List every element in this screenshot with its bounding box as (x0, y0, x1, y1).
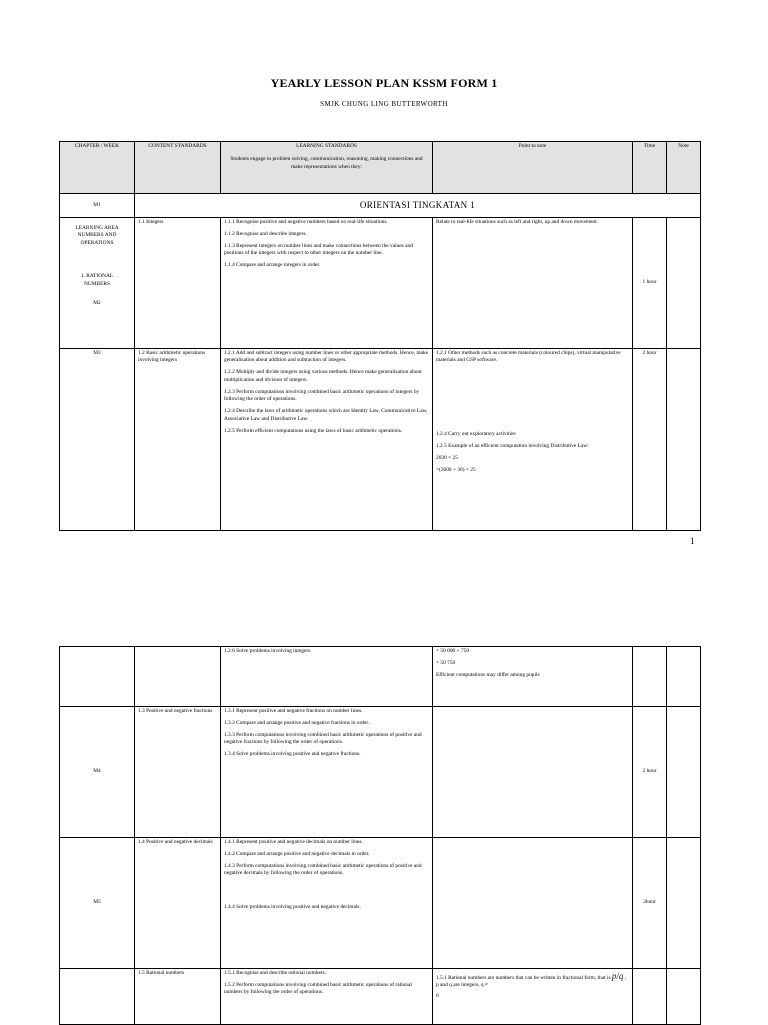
school-name: SMJK CHUNG LING BUTTERWORTH (320, 100, 448, 108)
learning-area-cell (60, 218, 135, 349)
lesson-plan-table-page2 (59, 646, 701, 1025)
note-item: = 50 750 (436, 659, 456, 666)
week-cell (60, 647, 135, 707)
standard-item: 1.3.3 Perform computations involving combined basic arithmetic operations of positive and negative fractions by following the order of operations. (224, 731, 422, 746)
table-row-m1 (60, 194, 701, 218)
note-cell (667, 218, 701, 349)
point-to-note-cell (433, 647, 633, 707)
note-item: Efficient computations may differ among pupils (436, 671, 540, 678)
point-to-note-cell (433, 707, 633, 838)
standard-item: 1.1.3 Represent integers on number lines and make connections between the values and positions of the integers with respect to other integers on the number line. (224, 242, 413, 257)
fraction-p-over-q: p/q (611, 971, 624, 981)
note-cell (667, 647, 701, 707)
point-to-note-cell (433, 969, 633, 1025)
table-row-m5 (60, 838, 701, 969)
point-to-note-cell (433, 349, 633, 531)
learning-area-line: NUMBERS AND (77, 232, 117, 239)
standard-item: 1.3.1 Represent positive and negative fractions on number lines. (224, 708, 363, 714)
note-cell (667, 838, 701, 969)
standard-item: 1.5.2 Perform computations involving combined basic arithmetic operations of rational numbers by following the order of operations. (224, 981, 412, 996)
note-item: 2030 × 25 (436, 455, 458, 462)
content-standard-cell: 1.1 Integers (135, 218, 221, 349)
week-cell: M4 (60, 707, 135, 838)
learning-standards-desc: Students engage in problem solving, communication, reasoning, making connections and make representations when they: (230, 156, 423, 170)
standard-item: 1.2.6 Solve problems involving integers. (224, 648, 312, 654)
point-to-note-cell (433, 838, 633, 969)
standard-item: 1.1.1 Recognise positive and negative numbers based on real-life situations. (224, 219, 388, 225)
table-row-m2 (60, 218, 701, 349)
week-cell (60, 969, 135, 1025)
header-learning-standards (221, 142, 433, 194)
learning-area-line: OPERATIONS (80, 239, 114, 246)
chapter-line: NUMBERS (83, 280, 111, 287)
chapter-line: 1. RATIONAL (80, 273, 114, 280)
content-standard-cell: 1.4 Positive and negative decimals (135, 838, 221, 969)
table-row-m4 (60, 707, 701, 838)
standard-item: 1.4.2 Compare and arrange positive and negative decimals in order. (224, 850, 370, 857)
time-cell: 2hour (633, 838, 667, 969)
note-cell (667, 969, 701, 1025)
standard-item: 1.5.1 Recognise and describe rational numbers. (224, 970, 327, 976)
standard-item: 1.2.4 Describe the laws of arithmetic operations which are Identity Law, Communicative Law, Associative Law and Distributive Law. (224, 408, 428, 422)
note-cell (667, 707, 701, 838)
document-title: YEARLY LESSON PLAN KSSM FORM 1 (270, 76, 498, 90)
week-cell: M3 (60, 349, 135, 531)
table-row-continued (60, 647, 701, 707)
note-item: =(2000 + 30) × 25 (436, 467, 476, 474)
orientation-banner: ORIENTASI TINGKATAN 1 (135, 194, 701, 218)
standard-item: 1.2.1 Add and subtract integers using number lines or other appropriate methods. Hence, make generalisation about addition and subtraction of integers. (224, 350, 429, 364)
header-note: Note (667, 142, 701, 194)
standard-item: 1.4.4 Solve problems involving positive and negative decimals. (224, 904, 361, 911)
time-cell: 1 hour (633, 218, 667, 349)
header-time: Time (633, 142, 667, 194)
learning-standards-cell (221, 218, 433, 349)
time-cell: 2 hour (633, 707, 667, 838)
point-to-note-cell: Relate to real-life situations such as left and right, up and down movement. (433, 218, 633, 349)
week-cell: M5 (60, 838, 135, 969)
table-row-m6 (60, 969, 701, 1025)
time-cell: 2 hour (633, 349, 667, 531)
learning-standards-cell (221, 647, 433, 707)
content-standard-cell (135, 647, 221, 707)
note-text: , p and q are integers, q ≠ (436, 975, 627, 989)
standard-item: 1.2.3 Perform computations involving combined basic arithmetic operations of integers by following the order of operations. (224, 388, 420, 403)
note-item: 1.2.1 Other methods such as concrete materials (coloured chips), virtual manipulative materials and GSP software. (436, 350, 621, 364)
week-cell: M1 (60, 194, 135, 218)
standard-item: 1.3.4 Solve problems involving positive and negative fractions. (224, 751, 361, 758)
lesson-plan-table-page1 (59, 141, 701, 531)
table-row-m3 (60, 349, 701, 531)
learning-area-line: LEARNING AREA (75, 225, 119, 231)
time-cell (633, 647, 667, 707)
learning-standards-cell (221, 349, 433, 531)
standard-item: 1.2.5 Perform efficient computations using the laws of basic arithmetic operations. (224, 427, 403, 434)
note-item: 1.2.4 Carry out exploratory activities (436, 431, 516, 438)
content-standard-cell: 1.3 Positive and negative fractions (135, 707, 221, 838)
standard-item: 1.1.4 Compare and arrange integers in order. (224, 262, 321, 269)
week-label: M2 (93, 300, 101, 307)
content-standard-cell: 1.2 Basic arithmetic operations involving integers (135, 349, 221, 531)
learning-standards-cell (221, 969, 433, 1025)
learning-standards-title: LEARNING STANDARDS (296, 143, 357, 149)
standard-item: 1.2.2 Multiply and divide integers using various methods. Hence make generalisation about multiplication and division of integers. (224, 369, 422, 383)
note-text: 0 (436, 992, 439, 999)
page-number: 1 (690, 536, 695, 546)
standard-item: 1.1.2 Recognise and describe integers. (224, 230, 307, 237)
header-point-to-note: Point to note (433, 142, 633, 194)
table-header-row (60, 142, 701, 194)
header-week: CHAPTER / WEEK (60, 142, 135, 194)
note-item: = 50 000 + 750 (436, 648, 470, 654)
content-standard-cell: 1.5 Rational numbers (135, 969, 221, 1025)
header-content-standards: CONTENT STANDARDS (135, 142, 221, 194)
standard-item: 1.4.3 Perform computations involving combined basic arithmetic operations of positive and negative decimals by following the order of operations. (224, 862, 422, 877)
standard-item: 1.4.1 Represent positive and negative decimals on number lines. (224, 839, 363, 845)
learning-standards-cell (221, 707, 433, 838)
note-cell (667, 349, 701, 531)
note-item: 1.2.5 Example of an efficient computation involving Distributive Law: (436, 443, 589, 450)
note-text: 1.5.1 Rational numbers are numbers that can be written in fractional form, that is (436, 975, 611, 981)
standard-item: 1.3.2 Compare and arrange positive and negative fractions in order. (224, 719, 370, 726)
learning-standards-cell (221, 838, 433, 969)
time-cell (633, 969, 667, 1025)
